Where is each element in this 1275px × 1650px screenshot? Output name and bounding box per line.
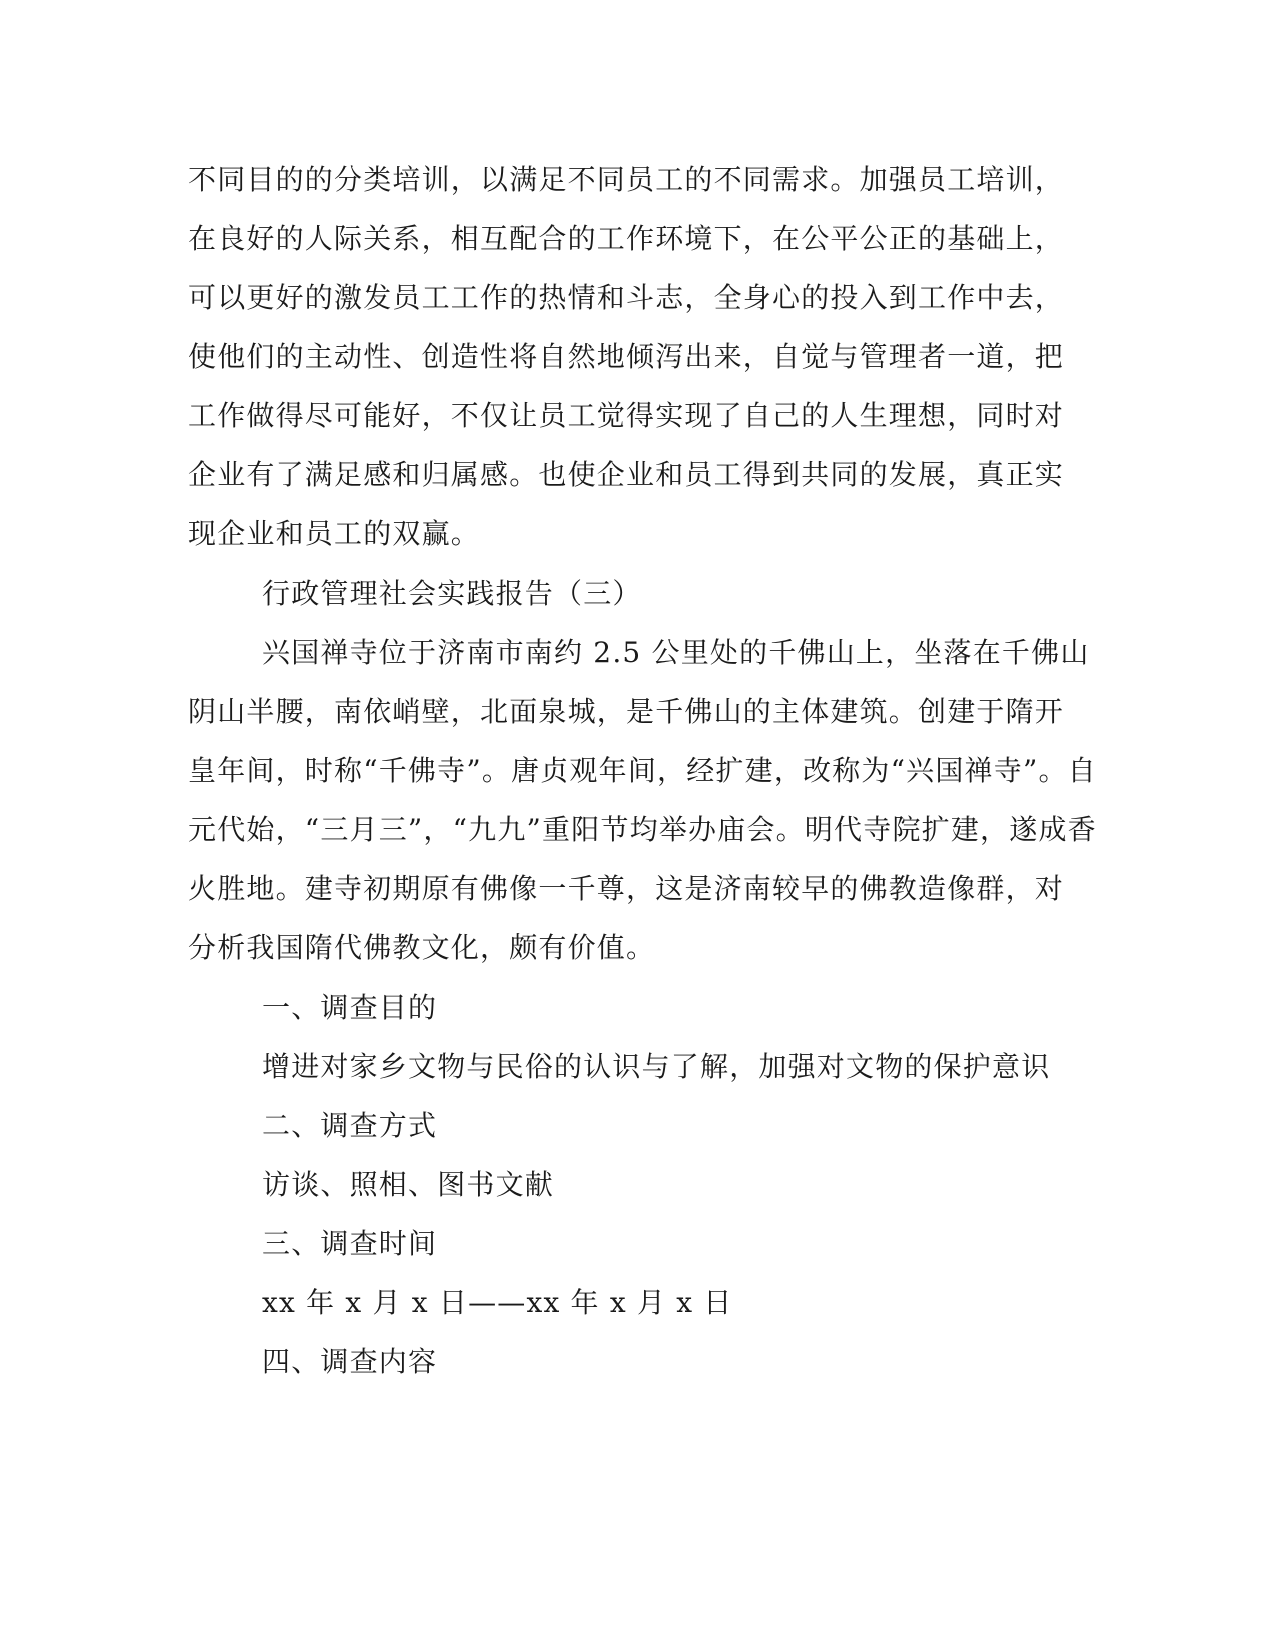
purpose-text: 增进对家乡文物与民俗的认识与了解，加强对文物的保护意识: [262, 1050, 1051, 1083]
heading-time: 三、调查时间: [262, 1227, 438, 1260]
paragraph-1-line-7: 现企业和员工的双赢。: [188, 517, 481, 550]
method-text: 访谈、照相、图书文献: [262, 1168, 555, 1201]
heading-content: 四、调查内容: [262, 1345, 438, 1378]
paragraph-2-line-5: 火胜地。建寺初期原有佛像一千尊，这是济南较早的佛教造像群，对: [188, 872, 1065, 905]
heading-purpose: 一、调查目的: [262, 991, 438, 1024]
paragraph-1-line-2: 在良好的人际关系，相互配合的工作环境下，在公平公正的基础上，: [188, 222, 1065, 255]
paragraph-1-line-5: 工作做得尽可能好，不仅让员工觉得实现了自己的人生理想，同时对: [188, 399, 1065, 432]
paragraph-2-line-2: 阴山半腰，南依峭壁，北面泉城，是千佛山的主体建筑。创建于隋开: [188, 695, 1065, 728]
paragraph-2-line-4: 元代始，“三月三”，“九九”重阳节均举办庙会。明代寺院扩建，遂成香: [188, 813, 1097, 846]
heading-method: 二、调查方式: [262, 1109, 438, 1142]
paragraph-2-line-3: 皇年间，时称“千佛寺”。唐贞观年间，经扩建，改称为“兴国禅寺”。自: [188, 754, 1097, 787]
paragraph-1-line-6: 企业有了满足感和归属感。也使企业和员工得到共同的发展，真正实: [188, 458, 1065, 491]
paragraph-1-line-3: 可以更好的激发员工工作的热情和斗志，全身心的投入到工作中去，: [188, 281, 1065, 314]
paragraph-2-line-1: 兴国禅寺位于济南市南约 2.5 公里处的千佛山上，坐落在千佛山: [262, 636, 1090, 669]
paragraph-2-line-6: 分析我国隋代佛教文化，颇有价值。: [188, 931, 656, 964]
time-text: xx 年 x 月 x 日——xx 年 x 月 x 日: [262, 1286, 733, 1319]
section-title: 行政管理社会实践报告（三）: [262, 577, 642, 610]
paragraph-1-line-4: 使他们的主动性、创造性将自然地倾泻出来，自觉与管理者一道，把: [188, 340, 1065, 373]
paragraph-1-line-1: 不同目的的分类培训，以满足不同员工的不同需求。加强员工培训，: [188, 163, 1065, 196]
